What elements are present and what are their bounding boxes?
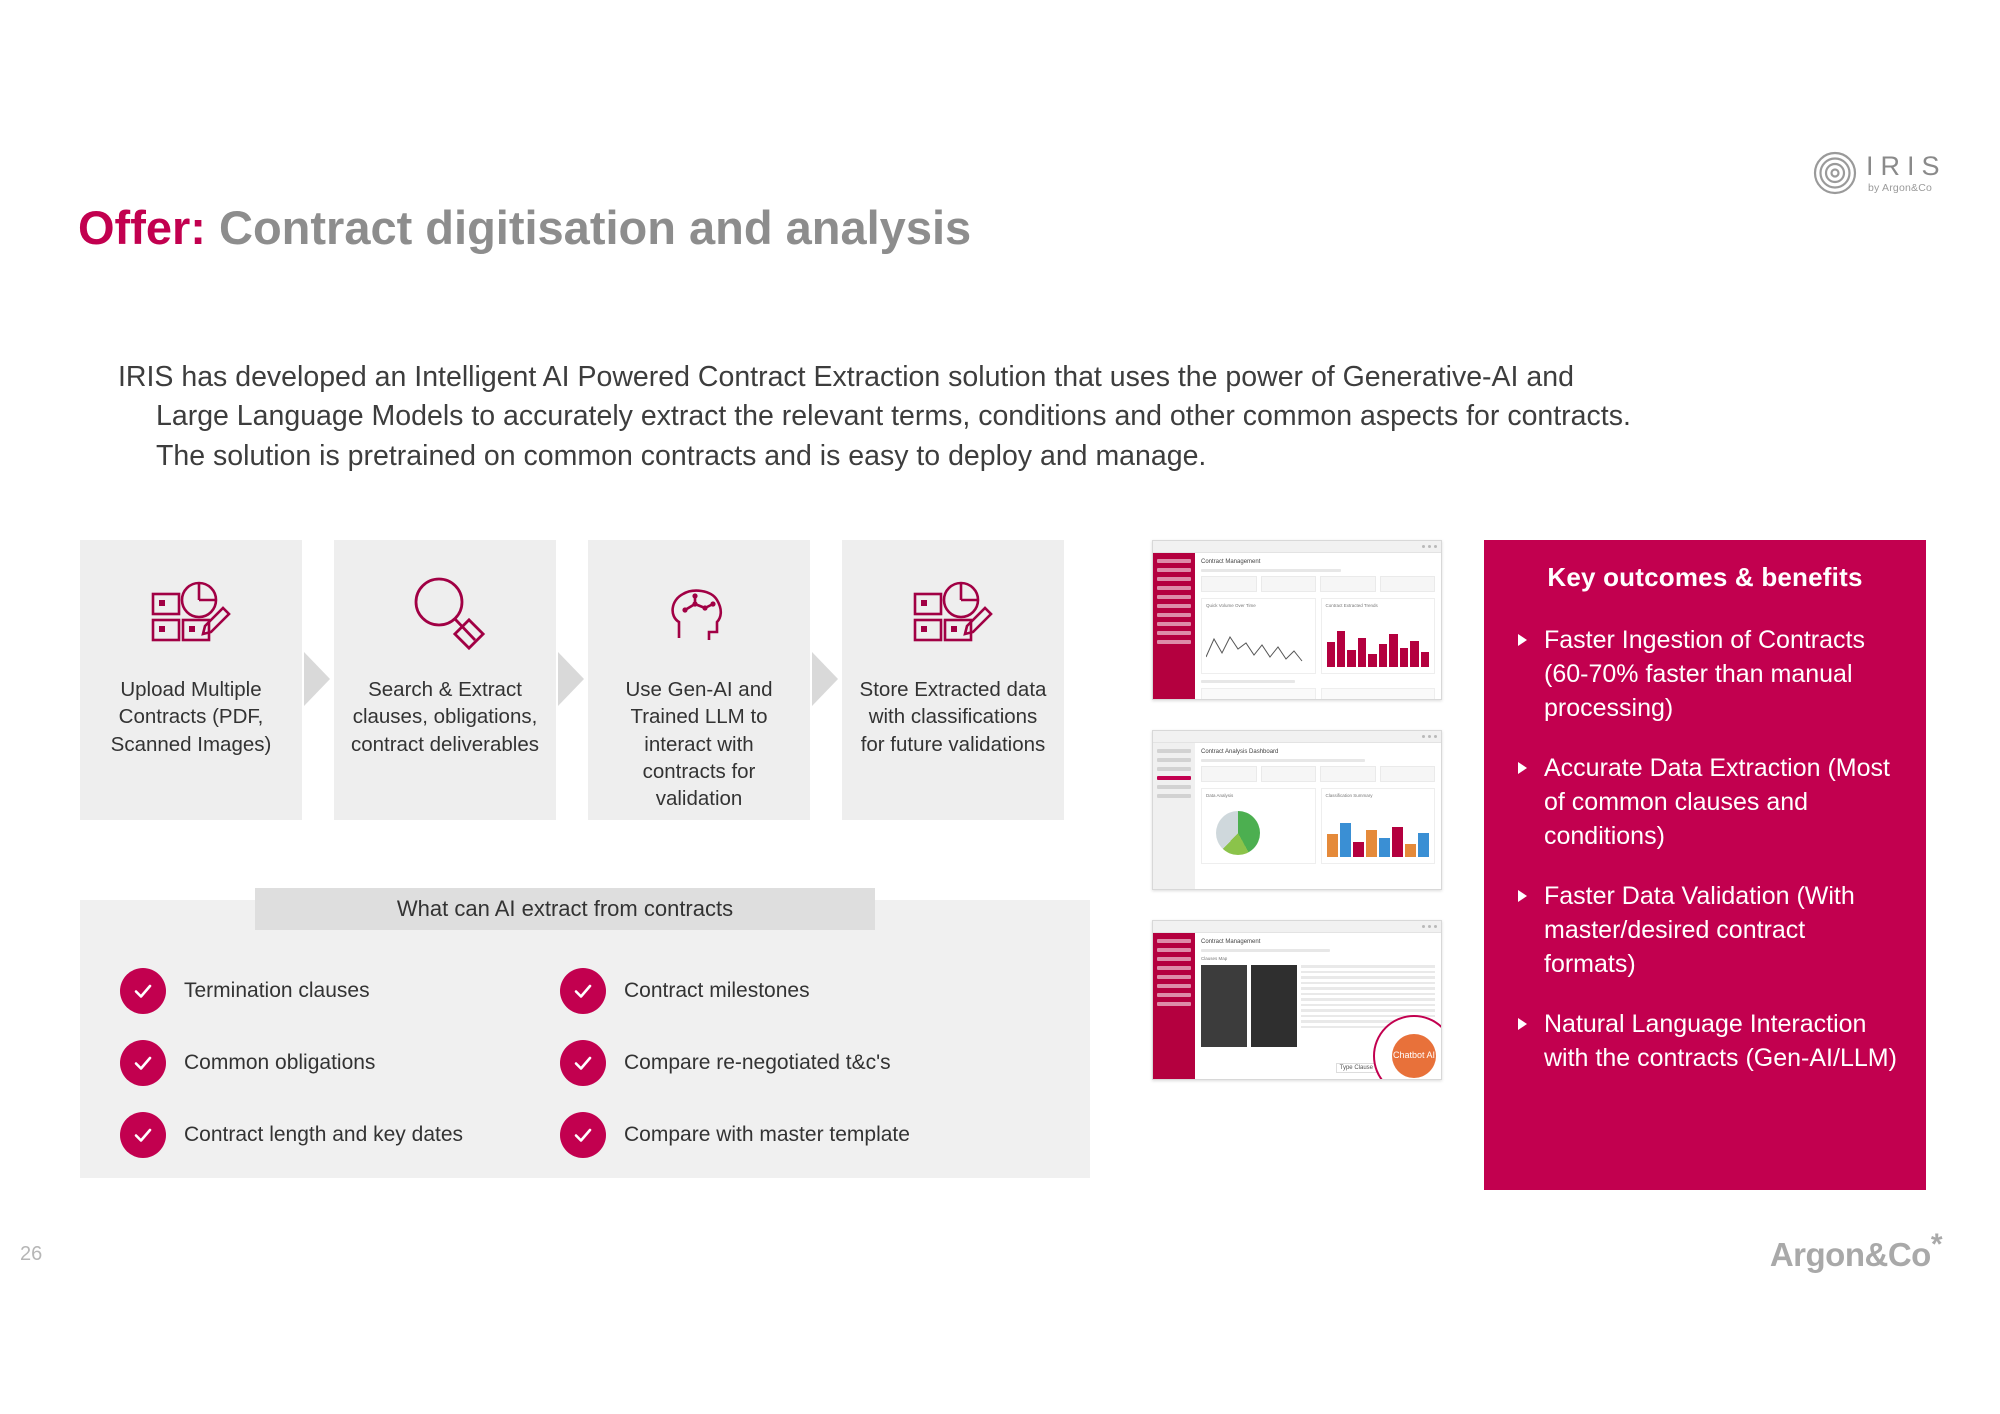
magnifier-icon — [397, 562, 493, 666]
list-item — [1510, 751, 1900, 853]
window-titlebar — [1153, 921, 1441, 933]
list-item — [1510, 879, 1900, 981]
thumbnail-title: Contract Management — [1201, 559, 1261, 565]
iris-logo-name: IRIS — [1866, 150, 1947, 181]
argon-logo — [1770, 1228, 1942, 1274]
triangle-bullet-icon — [1518, 890, 1527, 902]
list-item-label: Compare re-negotiated t&c's — [624, 1051, 891, 1074]
chart-panel-left — [1201, 598, 1316, 674]
chevron-right-icon — [812, 652, 838, 706]
thumbnail-title: Contract Analysis Dashboard — [1201, 749, 1279, 755]
list-item-label: Accurate Data Extraction (Most of common clauses and conditions) — [1544, 754, 1890, 850]
list-item-label: Natural Language Interaction with the contracts (Gen-AI/LLM) — [1544, 1010, 1897, 1072]
chart-panel-right — [1321, 598, 1436, 674]
documents-chart-icon — [143, 562, 239, 666]
process-step-label: Use Gen-AI and Trained LLM to interact with contracts for validation — [625, 678, 773, 810]
triangle-bullet-icon — [1518, 634, 1527, 646]
check-icon — [560, 968, 606, 1014]
line-chart — [1206, 627, 1306, 667]
process-step-upload — [80, 540, 302, 820]
documents-chart-icon — [905, 562, 1001, 666]
list-item-label: Termination clauses — [184, 979, 370, 1002]
intro-line-2: Large Language Models to accurately extract the relevant terms, conditions and other common aspects for contracts. — [156, 400, 1631, 433]
page-number: 26 — [20, 1243, 43, 1265]
list-item-label: Contract length and key dates — [184, 1123, 464, 1146]
list-item-label: Common obligations — [184, 1051, 376, 1074]
list-item-label: Faster Data Validation (With master/desired contract formats) — [1544, 882, 1855, 978]
check-icon — [120, 1040, 166, 1086]
type-clause-pill[interactable]: Type Clause — [1336, 1063, 1377, 1073]
list-item — [1510, 623, 1900, 725]
process-step-genai — [588, 540, 810, 820]
chart-panel-left — [1201, 788, 1316, 864]
list-item — [560, 1099, 910, 1171]
page-title — [78, 200, 971, 255]
check-icon — [560, 1040, 606, 1086]
list-item — [560, 1027, 910, 1099]
bar-chart — [1327, 625, 1430, 667]
product-screenshots — [1152, 540, 1442, 1080]
process-step-label: Search & Extract clauses, obligations, contract deliverables — [350, 678, 539, 756]
process-step-label: Store Extracted data with classifications for future validations — [859, 678, 1047, 756]
list-item — [1510, 1007, 1900, 1075]
ai-extract-header: What can AI extract from contracts — [255, 888, 875, 930]
chart-title: Contract Extracted Trends — [1325, 603, 1378, 608]
check-icon — [120, 1112, 166, 1158]
chart-title: Quick Volume Over Time — [1206, 603, 1256, 608]
intro-line-1: IRIS has developed an Intelligent AI Powered Contract Extraction solution that uses the power of Generative-AI and — [118, 361, 1574, 393]
thumbnail-contract-management-dashboard[interactable] — [1152, 540, 1442, 700]
document-page — [1251, 965, 1297, 1047]
thumbnail-contract-analysis-dashboard[interactable] — [1152, 730, 1442, 890]
process-step-label: Upload Multiple Contracts (PDF, Scanned Images) — [110, 678, 272, 756]
iris-logo-tagline: by Argon&Co — [1868, 181, 1933, 194]
ai-extract-column-left — [120, 955, 463, 1171]
window-titlebar — [1153, 541, 1441, 553]
intro-paragraph — [118, 358, 1908, 476]
argon-logo-name: Argon&Co — [1769, 1236, 1931, 1273]
list-item — [120, 1099, 463, 1171]
key-outcomes-panel — [1484, 540, 1926, 1190]
page-title-accent: Offer: — [78, 201, 206, 254]
iris-logo — [1812, 142, 1952, 204]
list-item — [560, 955, 910, 1027]
chart-title: Data Analysis — [1206, 793, 1234, 798]
triangle-bullet-icon — [1518, 762, 1527, 774]
sidebar-nav — [1153, 743, 1195, 889]
check-icon — [120, 968, 166, 1014]
key-outcomes-heading: Key outcomes & benefits — [1547, 562, 1863, 592]
list-item — [120, 955, 463, 1027]
spiral-icon — [1812, 150, 1858, 196]
list-item-label: Contract milestones — [624, 979, 810, 1002]
list-item-label: Compare with master template — [624, 1123, 910, 1146]
thumbnail-contract-viewer-chat[interactable] — [1152, 920, 1442, 1080]
bar-chart — [1327, 815, 1430, 857]
ai-extract-column-right — [560, 955, 910, 1171]
sidebar-nav — [1153, 933, 1195, 1079]
chart-panel-right — [1321, 788, 1436, 864]
process-step-search — [334, 540, 556, 820]
ai-head-icon — [651, 562, 747, 666]
iris-wordmark — [1866, 150, 1947, 194]
page-title-rest: Contract digitisation and analysis — [205, 201, 972, 254]
chevron-right-icon — [304, 652, 330, 706]
document-page — [1201, 965, 1247, 1047]
argon-logo-mark: * — [1930, 1228, 1942, 1261]
list-item — [120, 1027, 463, 1099]
window-titlebar — [1153, 731, 1441, 743]
chatbot-label: Chatbot AI — [1392, 1034, 1436, 1078]
sidebar-nav — [1153, 553, 1195, 699]
key-outcomes-list — [1510, 623, 1900, 1075]
chevron-right-icon — [558, 652, 584, 706]
pie-chart — [1216, 811, 1260, 855]
panel-title: Clauses Map — [1201, 956, 1228, 961]
check-icon — [560, 1112, 606, 1158]
intro-line-3: The solution is pretrained on common contracts and is easy to deploy and manage. — [156, 439, 1207, 472]
process-step-store — [842, 540, 1064, 820]
list-item-label: Faster Ingestion of Contracts (60-70% faster than manual processing) — [1544, 626, 1865, 722]
chart-title: Classification Summary — [1325, 793, 1373, 798]
triangle-bullet-icon — [1518, 1018, 1527, 1030]
thumbnail-title: Contract Management — [1201, 939, 1261, 945]
